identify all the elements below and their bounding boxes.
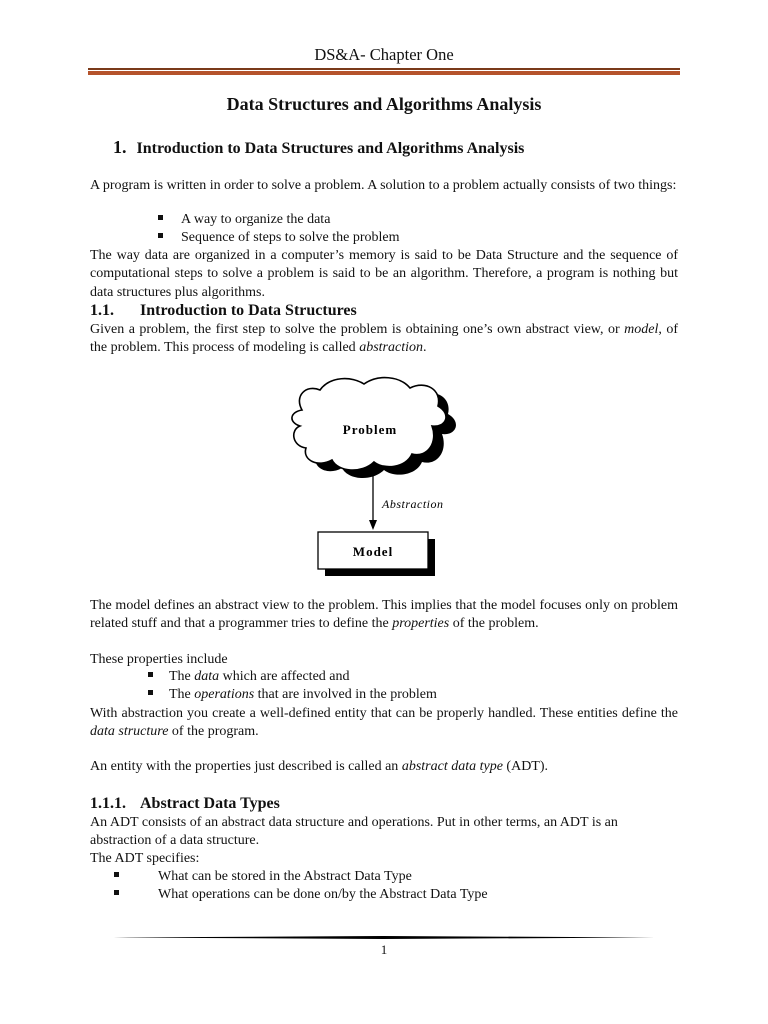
term-properties: properties xyxy=(392,616,450,632)
bullet-square-icon xyxy=(148,672,153,677)
list-item xyxy=(114,886,488,904)
adt-paragraph-1: An ADT consists of an abstract data structure and operations. Put in other terms, an ADT is an abstraction of a data structure. xyxy=(90,815,618,849)
bullet-square-icon xyxy=(148,690,153,695)
properties-intro: These properties include xyxy=(90,652,228,667)
model-paragraph xyxy=(90,597,678,634)
section-1-number: 1. xyxy=(113,137,127,157)
intro-paragraph-2: The way data are organized in a computer’s memory is said to be Data Structure and the sequence of computational steps to solve a problem is said to be an algorithm. Therefore, a program is nothing but data structures plus algorithms. xyxy=(90,248,678,300)
page-header: DS&A- Chapter One xyxy=(314,45,454,64)
document-title: Data Structures and Algorithms Analysis xyxy=(226,94,542,114)
text-run: The model defines an abstract view to the problem. This implies that the model focuses only on problem related stuff and that a programmer tries to define the xyxy=(90,598,678,632)
section-1-1-1-title: Abstract Data Types xyxy=(140,795,280,812)
text-run: of the problem. xyxy=(449,616,539,632)
list-item-text xyxy=(169,669,350,684)
section-1-1-title: Introduction to Data Structures xyxy=(140,302,357,319)
text-run: of the program. xyxy=(168,724,259,740)
list-item-text: What can be stored in the Abstract Data Type xyxy=(158,869,412,884)
section-1-1-heading xyxy=(90,302,357,320)
text-run: that are involved in the problem xyxy=(254,687,437,702)
list-item xyxy=(148,668,350,686)
term-operations: operations xyxy=(194,687,255,702)
bullet-square-icon xyxy=(158,215,163,220)
page-number: 1 xyxy=(380,942,388,957)
section-1-1-paragraph xyxy=(90,321,678,358)
list-item xyxy=(158,211,330,229)
list-item xyxy=(114,868,412,886)
list-item-text xyxy=(169,687,437,702)
text-run: , of the problem. This process of modeling is called xyxy=(90,322,678,356)
term-abstract-data-type: abstract data type xyxy=(401,759,503,774)
list-item-text: What operations can be done on/by the Abstract Data Type xyxy=(158,887,488,902)
section-1-1-1-heading xyxy=(90,795,280,813)
term-data-structure: data structure xyxy=(90,724,169,740)
text-run: An entity with the properties just described is called an xyxy=(90,759,402,774)
intro-paragraph-1: A program is written in order to solve a problem. A solution to a problem actually consists of two things: xyxy=(90,178,677,193)
bullet-square-icon xyxy=(114,890,119,895)
model-box xyxy=(318,532,435,576)
bullet-square-icon xyxy=(114,872,119,877)
header-rule xyxy=(88,68,680,75)
section-1-1-1-number: 1.1.1. xyxy=(90,795,126,812)
section-1-1-number: 1.1. xyxy=(90,302,114,319)
list-item-text: Sequence of steps to solve the problem xyxy=(181,230,400,245)
text-run: The xyxy=(169,669,195,684)
section-1-title: Introduction to Data Structures and Algorithms Analysis xyxy=(136,140,525,157)
list-item xyxy=(158,229,400,247)
term-model: model xyxy=(624,322,659,337)
text-run: which are affected and xyxy=(219,669,350,684)
section-1-heading xyxy=(113,137,524,158)
abstraction-diagram xyxy=(280,370,480,585)
adt-paragraph-2: The ADT specifies: xyxy=(90,851,200,866)
list-item-text: A way to organize the data xyxy=(181,212,331,227)
bullet-square-icon xyxy=(158,233,163,238)
text-run: (ADT). xyxy=(502,759,549,774)
text-run: The xyxy=(169,687,195,702)
cloud-label: Problem xyxy=(342,422,398,437)
term-abstraction: abstraction xyxy=(359,340,423,356)
arrow-label: Abstraction xyxy=(382,497,444,511)
abstraction-arrow xyxy=(369,472,444,530)
list-item xyxy=(148,686,437,704)
text-run: Given a problem, the first step to solve the problem is obtaining one’s own abstract view, or xyxy=(90,322,625,337)
text-run: . xyxy=(422,340,427,356)
box-label: Model xyxy=(352,544,394,559)
footer-rule xyxy=(113,936,655,939)
abstraction-paragraph xyxy=(90,705,678,742)
term-data: data xyxy=(194,669,220,684)
problem-cloud xyxy=(292,378,456,478)
text-run: With abstraction you create a well-defined entity that can be properly handled. These entities define the xyxy=(90,706,678,721)
adt-definition-paragraph xyxy=(90,758,678,776)
